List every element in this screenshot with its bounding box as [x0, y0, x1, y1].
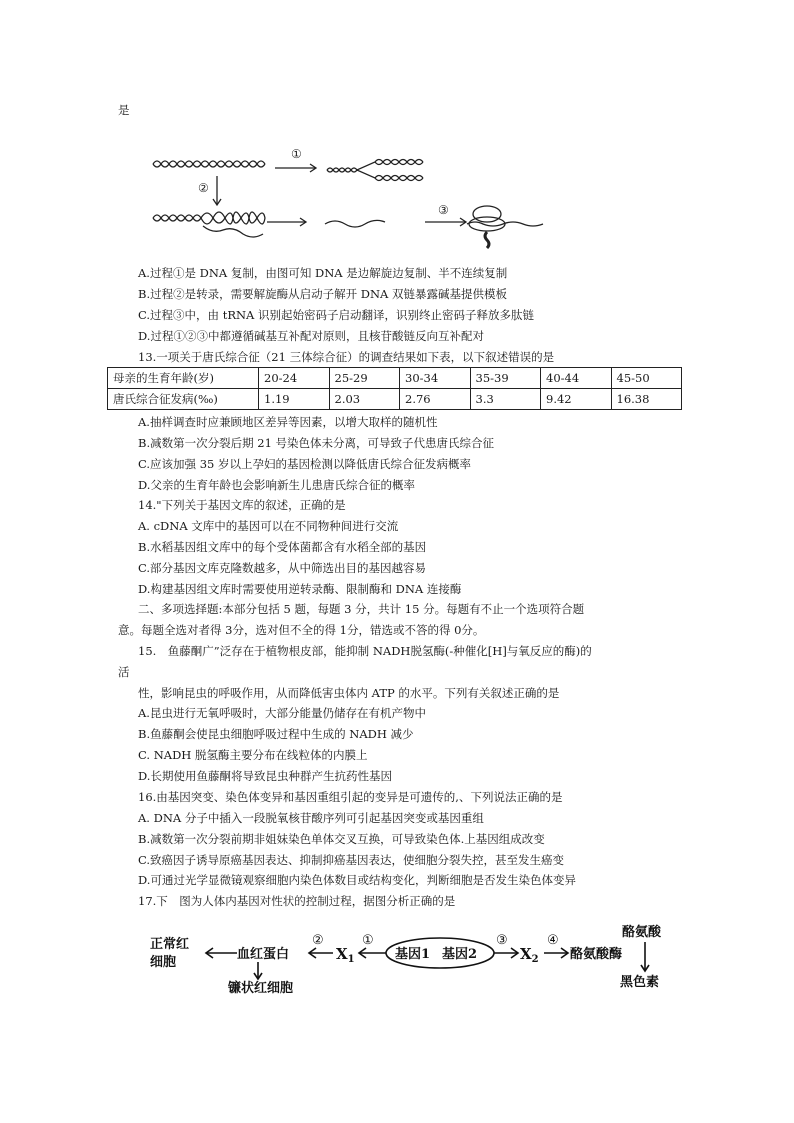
table-cell: 2.03: [329, 389, 400, 410]
q12-option-c: C.过程③中，由 tRNA 识别起始密码子启动翻译，识别终止密码子释放多肽链: [138, 308, 534, 322]
q13-option-b: B.减数第一次分裂后期 21 号染色体未分离，可导致子代患唐氏综合征: [138, 436, 495, 450]
label-3: ③: [438, 203, 449, 217]
melanin-label: 黑色素: [620, 975, 660, 990]
table-header-age: 母亲的生育年龄(岁): [108, 368, 259, 389]
table-cell: 2.76: [400, 389, 471, 410]
table-row-age: [108, 368, 682, 389]
x2-label: $X_2$: [520, 945, 539, 965]
gene2-label: 基因2: [442, 947, 478, 962]
q16-option-b: B.减数第一次分裂前期非姐妹染色单体交叉互换，可导致染色体.上基因组成改变: [138, 832, 545, 846]
q14-stem: 14."下列关于基因文库的叙述，正确的是: [138, 498, 346, 512]
q13-option-d: D.父亲的生育年龄也会影响新生儿患唐氏综合征的概率: [138, 478, 415, 492]
step-2-label: ②: [312, 933, 324, 948]
q12-option-a: A.过程①是 DNA 复制，由图可知 DNA 是边解旋边复制、半不连续复制: [138, 266, 508, 280]
q13-option-c: C.应该加强 35 岁以上孕妇的基因检测以降低唐氏综合征发病概率: [138, 457, 471, 471]
label-1: ①: [291, 147, 302, 161]
q12-option-d: D.过程①②③中都遵循碱基互补配对原则，且核苷酸链反向互补配对: [138, 329, 484, 343]
q15-stem-3: 性，影响昆虫的呼吸作用，从而降低害虫体内 ATP 的水平。下列有关叙述正确的是: [138, 686, 560, 700]
q15-option-d: D.长期使用鱼藤酮将导致昆虫种群产生抗药性基因: [138, 769, 392, 783]
sickle-cell-label: 镰状红细胞: [228, 981, 294, 996]
q16-option-c: C.致癌因子诱导原癌基因表达、抑制抑癌基因表达，使细胞分裂失控，甚至发生癌变: [138, 853, 565, 867]
table-cell: 20-24: [259, 368, 330, 389]
table-cell: 40-44: [541, 368, 612, 389]
label-2: ②: [198, 181, 209, 195]
q12-option-b: B.过程②是转录，需要解旋酶从启动子解开 DNA 双链暴露碱基提供模板: [138, 287, 508, 301]
dna-process-figure: [145, 140, 565, 252]
x1-label: $X_1$: [336, 945, 355, 965]
replication-fork: [327, 160, 423, 173]
table-cell: 35-39: [470, 368, 541, 389]
tyrosinase-label: 酪氨酸酶: [570, 947, 623, 962]
q14-option-a: A. cDNA 文库中的基因可以在不同物种间进行交流: [138, 519, 399, 533]
gene-pathway-figure: [150, 920, 695, 1000]
table-cell: 16.38: [611, 389, 682, 410]
section2-line2: 意。每题全选对者得 3分，选对但不全的得 1分，错选或不答的得 0分。: [118, 623, 485, 637]
mrna-strand: [325, 220, 385, 227]
table-cell: 30-34: [400, 368, 471, 389]
table-header-rate: 唐氏综合征发病(‰): [108, 389, 259, 410]
q13-option-a: A.抽样调查时应兼顾地区差异等因素，以增大取样的随机性: [138, 415, 438, 429]
q13-stem: 13.一项关于唐氏综合征（21 三体综合征）的调查结果如下表，以下叙述错误的是: [138, 350, 555, 364]
section2-line1: 二、多项选择题:本部分包括 5 题，每题 3 分，共计 15 分。每题有不止一个选项符合题: [138, 602, 585, 616]
q17-stem: 17.下 图为人体内基因对性状的控制过程，据图分析正确的是: [138, 894, 456, 908]
table-cell: 9.42: [541, 389, 612, 410]
table-row-rate: [108, 389, 682, 410]
table-cell: 25-29: [329, 368, 400, 389]
q14-option-b: B.水稻基因组文库中的每个受体菌都含有水稻全部的基因: [138, 540, 427, 554]
step-1-label: ①: [362, 933, 374, 948]
q14-option-d: D.构建基因组文库时需要使用逆转录酶、限制酶和 DNA 连接酶: [138, 582, 462, 596]
q16-stem: 16.由基因突变、染色体变异和基因重组引起的变异是可遗传的,、下列说法正确的是: [138, 790, 563, 804]
step-3-label: ③: [496, 933, 508, 948]
q15-stem-2: 活: [118, 665, 130, 679]
top-fragment: 是: [118, 103, 130, 117]
gene1-label: 基因1: [395, 947, 431, 962]
q16-option-a: A. DNA 分子中插入一段脱氧核苷酸序列可引起基因突变或基因重组: [138, 811, 484, 825]
q15-stem-1: 15. 鱼藤酮广”泛存在于植物根皮部，能抑制 NADH脱氢酶(-种催化[H]与氧反应的酶)的: [138, 644, 592, 658]
normal-rbc-label-2: 细胞: [150, 955, 177, 970]
table-cell: 45-50: [611, 368, 682, 389]
q16-option-d: D.可通过光学显微镜观察细胞内染色体数目或结构变化，判断细胞是否发生染色体变异: [138, 873, 576, 887]
normal-rbc-label-1: 正常红: [150, 937, 190, 952]
table-cell: 3.3: [470, 389, 541, 410]
tyrosine-label: 酪氨酸: [622, 925, 662, 940]
ribosome: [473, 206, 501, 222]
hemoglobin-label: 血红蛋白: [237, 947, 290, 962]
table-cell: 1.19: [259, 389, 330, 410]
q15-option-c: C. NADH 脱氢酶主要分布在线粒体的内膜上: [138, 748, 368, 762]
q14-option-c: C.部分基因文库克隆数越多，从中筛选出目的基因越容易: [138, 561, 427, 575]
q15-option-a: A.昆虫进行无氧呼吸时，大部分能量仍储存在有机产物中: [138, 706, 426, 720]
step-4-label: ④: [547, 933, 559, 948]
down-syndrome-table: [107, 367, 682, 410]
q15-option-b: B.鱼藤酮会使昆虫细胞呼吸过程中生成的 NADH 减少: [138, 727, 414, 741]
